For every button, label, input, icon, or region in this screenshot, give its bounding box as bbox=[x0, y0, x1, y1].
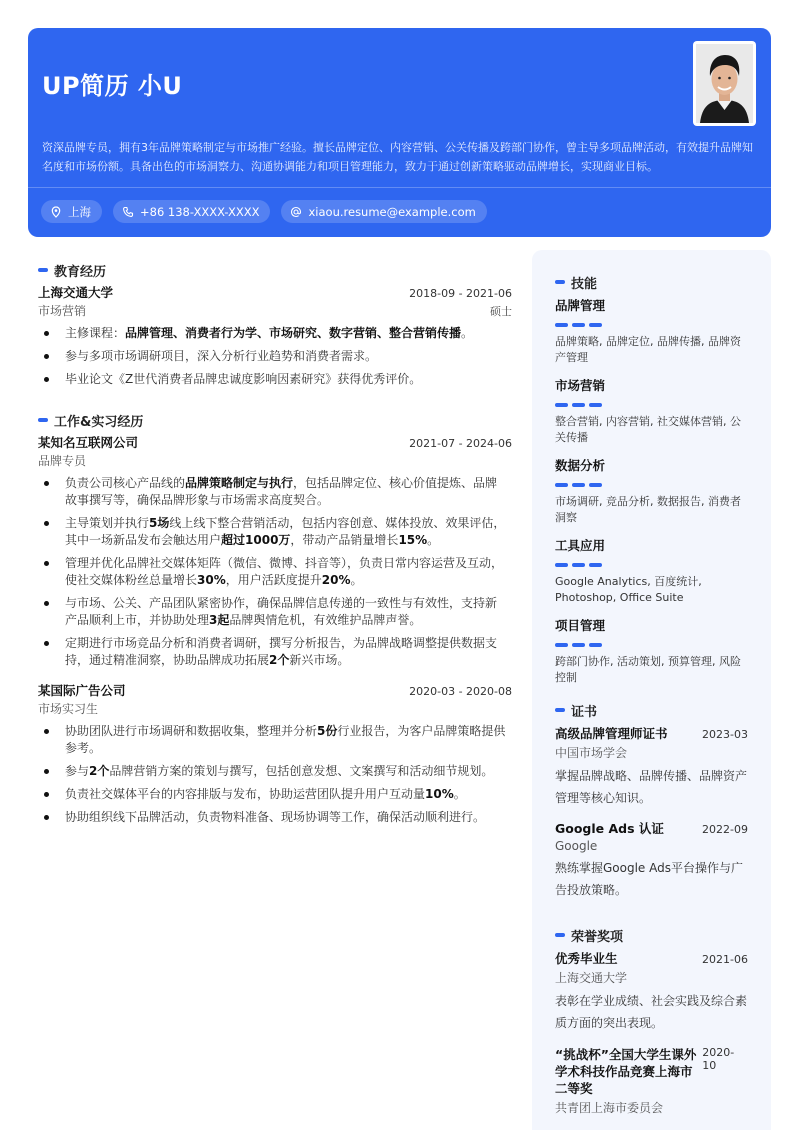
education-title: 教育经历 bbox=[54, 264, 107, 280]
avatar-portrait-icon bbox=[696, 44, 753, 123]
education-section bbox=[38, 260, 512, 388]
phone-chip[interactable] bbox=[113, 200, 270, 223]
skill-name: 品牌管理 bbox=[555, 298, 606, 313]
resume-name: UP简历 小U bbox=[42, 72, 183, 100]
main-column bbox=[38, 260, 512, 832]
award-date: 2021-06 bbox=[702, 953, 748, 966]
education-entry bbox=[38, 283, 512, 388]
award-entry bbox=[555, 949, 748, 1034]
header-divider bbox=[28, 187, 771, 188]
email-text: xiaou.resume@example.com bbox=[308, 204, 476, 219]
award-entry bbox=[555, 1046, 748, 1116]
job-entry bbox=[38, 681, 512, 826]
certificates-section bbox=[555, 700, 748, 901]
skill-name: 数据分析 bbox=[555, 458, 606, 473]
skill-level bbox=[555, 643, 748, 647]
location-text: 上海 bbox=[68, 204, 91, 219]
certificate-entry bbox=[555, 819, 748, 901]
section-heading bbox=[38, 260, 512, 280]
skill-name: 市场营销 bbox=[555, 378, 606, 393]
certificate-entry bbox=[555, 724, 748, 809]
section-marker bbox=[38, 268, 48, 272]
company-name: 某国际广告公司 bbox=[38, 683, 126, 698]
section-heading bbox=[555, 272, 748, 292]
profile-summary: 资深品牌专员，拥有3年品牌策略制定与市场推广经验。擅长品牌定位、内容营销、公关传播及跨部门协作，曾主导多项品牌活动，有效提升品牌知名度和市场份额。具备出色的市场洞察力、沟通协调能力和项目管理能力，致力于通过创新策略驱动品牌增长，实现商业目标。 bbox=[42, 141, 753, 173]
contact-row bbox=[41, 200, 487, 223]
awards-title: 荣誉奖项 bbox=[571, 929, 624, 945]
list-item: 参与2个品牌营销方案的策划与撰写，包括创意发想、文案撰写和活动细节规划。 bbox=[38, 763, 512, 780]
award-date: 2020-10 bbox=[702, 1046, 735, 1072]
company-name: 某知名互联网公司 bbox=[38, 435, 139, 450]
skill-name: 工具应用 bbox=[555, 538, 606, 553]
education-date: 2018-09 - 2021-06 bbox=[409, 287, 512, 300]
skill-desc: Google Analytics, 百度统计, Photoshop, Office Suite bbox=[555, 575, 702, 604]
job-role: 市场实习生 bbox=[38, 702, 99, 716]
skills-section bbox=[555, 272, 748, 686]
section-marker bbox=[38, 418, 48, 422]
list-item: 负责社交媒体平台的内容排版与发布，协助运营团队提升用户互动量10%。 bbox=[38, 786, 512, 803]
certificates-title: 证书 bbox=[571, 704, 598, 720]
skill-level bbox=[555, 563, 748, 567]
list-item: 主导策划并执行5场线上线下整合营销活动，包括内容创意、媒体投放、效果评估，其中一场新品发布会触达用户超过1000万，带动产品销量增长15%。 bbox=[38, 515, 512, 549]
section-heading bbox=[555, 700, 748, 720]
award-name: “挑战杯”全国大学生课外学术科技作品竞赛上海市二等奖 bbox=[555, 1047, 697, 1096]
major: 市场营销 bbox=[38, 304, 87, 318]
work-title: 工作&实习经历 bbox=[54, 414, 144, 430]
work-section bbox=[38, 410, 512, 826]
list-item: 参与多项市场调研项目，深入分析行业趋势和消费者需求。 bbox=[38, 348, 512, 365]
job-date: 2020-03 - 2020-08 bbox=[409, 685, 512, 698]
certificate-date: 2022-09 bbox=[702, 823, 748, 836]
list-item: 协助组织线下品牌活动，负责物料准备、现场协调等工作，确保活动顺利进行。 bbox=[38, 809, 512, 826]
list-item: 管理并优化品牌社交媒体矩阵（微信、微博、抖音等），负责日常内容运营及互动，使社交媒体粉丝总量增长30%，用户活跃度提升20%。 bbox=[38, 555, 512, 589]
skill-level bbox=[555, 483, 748, 487]
location-pin-icon bbox=[50, 206, 62, 218]
list-item: 定期进行市场竞品分析和消费者调研，撰写分析报告，为品牌战略调整提供数据支持，通过精准洞察，协助品牌成功拓展2个新兴市场。 bbox=[38, 635, 512, 669]
school-name: 上海交通大学 bbox=[38, 285, 114, 300]
section-marker bbox=[555, 280, 565, 284]
list-item: 与市场、公关、产品团队紧密协作，确保品牌信息传递的一致性与有效性，支持新产品顺利上市，并协助处理3起品牌舆情危机，有效维护品牌声誉。 bbox=[38, 595, 512, 629]
certificate-issuer: Google bbox=[555, 839, 598, 853]
certificate-date: 2023-03 bbox=[702, 728, 748, 741]
award-issuer: 上海交通大学 bbox=[555, 971, 628, 985]
list-item: 毕业论文《Z世代消费者品牌忠诚度影响因素研究》获得优秀评价。 bbox=[38, 371, 512, 388]
phone-icon bbox=[122, 206, 134, 218]
skill-desc: 跨部门协作, 活动策划, 预算管理, 风险控制 bbox=[555, 655, 741, 684]
list-item: 负责公司核心产品线的品牌策略制定与执行，包括品牌定位、核心价值提炼、品牌故事撰写等，确保品牌形象与市场需求高度契合。 bbox=[38, 475, 512, 509]
list-item: 协助团队进行市场调研和数据收集，整理并分析5份行业报告，为客户品牌策略提供参考。 bbox=[38, 723, 512, 757]
job-date: 2021-07 - 2024-06 bbox=[409, 437, 512, 450]
sidebar bbox=[532, 250, 771, 1130]
section-heading bbox=[38, 410, 512, 430]
job-role: 品牌专员 bbox=[38, 454, 87, 468]
award-desc: 表彰在学业成绩、社会实践及综合素质方面的突出表现。 bbox=[555, 994, 748, 1030]
section-heading bbox=[555, 925, 748, 945]
skill-level bbox=[555, 323, 748, 327]
phone-text: +86 138-XXXX-XXXX bbox=[140, 204, 260, 219]
skills-title: 技能 bbox=[571, 276, 598, 292]
skill-level bbox=[555, 403, 748, 407]
skill-name: 项目管理 bbox=[555, 618, 606, 633]
list-item: 主修课程：品牌管理、消费者行为学、市场研究、数字营销、整合营销传播。 bbox=[38, 325, 512, 342]
skill-desc: 品牌策略, 品牌定位, 品牌传播, 品牌资产管理 bbox=[555, 335, 741, 364]
certificate-issuer: 中国市场学会 bbox=[555, 746, 628, 760]
award-issuer: 共青团上海市委员会 bbox=[555, 1101, 664, 1115]
skill-desc: 市场调研, 竞品分析, 数据报告, 消费者洞察 bbox=[555, 495, 741, 524]
skill-desc: 整合营销, 内容营销, 社交媒体营销, 公关传播 bbox=[555, 415, 741, 444]
certificate-desc: 掌握品牌战略、品牌传播、品牌资产管理等核心知识。 bbox=[555, 769, 748, 805]
section-marker bbox=[555, 933, 565, 937]
location-chip bbox=[41, 200, 102, 223]
awards-section bbox=[555, 925, 748, 1116]
certificate-name: 高级品牌管理师证书 bbox=[555, 726, 668, 741]
email-chip[interactable] bbox=[281, 200, 486, 223]
award-name: 优秀毕业生 bbox=[555, 951, 618, 966]
degree: 硕士 bbox=[490, 305, 512, 318]
resume-header bbox=[28, 28, 771, 237]
certificate-desc: 熟练掌握Google Ads平台操作与广告投放策略。 bbox=[555, 861, 743, 897]
profile-photo bbox=[693, 41, 756, 126]
section-marker bbox=[555, 708, 565, 712]
job-entry bbox=[38, 433, 512, 669]
certificate-name: Google Ads 认证 bbox=[555, 821, 664, 836]
at-sign-icon bbox=[290, 206, 302, 218]
